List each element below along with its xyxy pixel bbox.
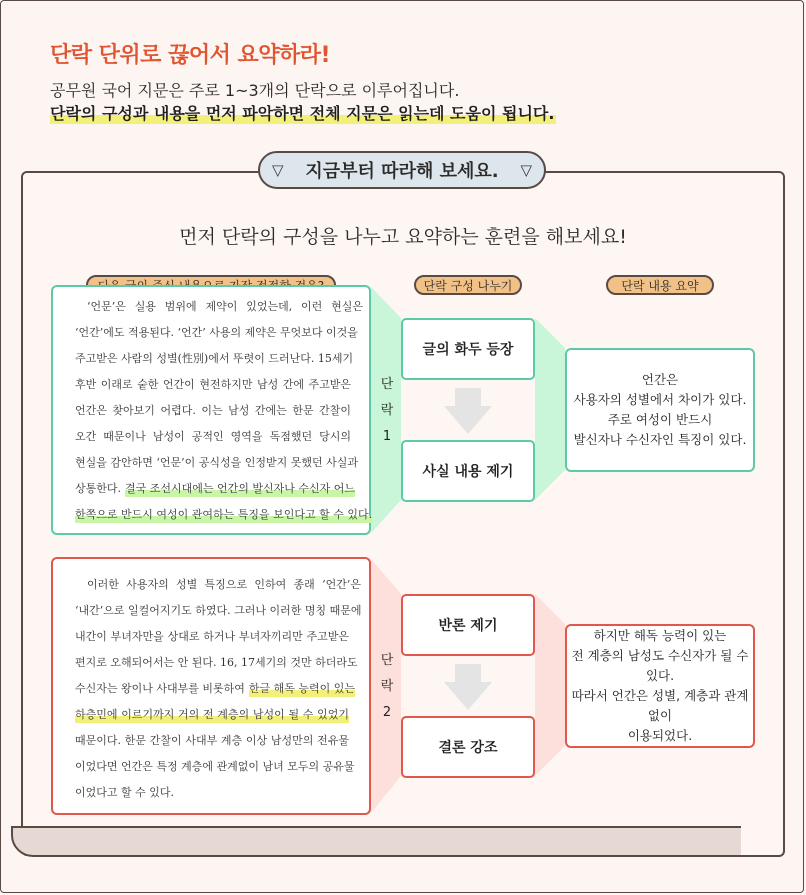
paragraph-label-1	[380, 372, 394, 450]
passage-line	[75, 325, 358, 341]
passage-line-text: 오간 때문이나 남성이 공적인 영역을 독점했던 당시의	[75, 430, 351, 443]
summary-line: 이용되었다.	[627, 728, 693, 743]
passage-line-text: 후반 이래로 숱한 언간이 현전하지만 남성 간에 주고받은	[75, 378, 351, 391]
triangle-down-icon: ▽	[272, 161, 284, 179]
summary-line: 따라서 언간은 성별, 계층과 관계없이	[571, 688, 749, 723]
summary-line: 주로 여성이 반드시	[607, 412, 713, 427]
passage-line-text: ‘언간’에도 적용된다. ‘언간’ 사용의 제약은 무엇보다 이것을	[75, 326, 358, 339]
summary-line: 발신자나 수신자인 특징이 있다.	[573, 432, 747, 447]
paragraph-label-2	[380, 648, 394, 726]
passage-line	[75, 299, 363, 315]
paragraph-label-char: 단	[380, 377, 394, 392]
passage-line-text: 현실을 감안하면 ‘언문’이 공식성을 인정받지 못했던 사실과	[75, 456, 358, 469]
passage-box-2	[51, 557, 371, 815]
highlighted-sentence: 결국 조선시대에는 언간의 발신자나 수신자 어느	[125, 482, 356, 495]
summary-line: 하지만 해독 능력이 있는	[593, 628, 727, 643]
passage-line-text: 이었다면 언간은 특정 계층에 관계없이 남녀 모두의 공유물	[75, 760, 355, 773]
passage-line	[75, 629, 349, 645]
passage-line	[75, 351, 354, 367]
summary-line: 언간은	[641, 372, 679, 387]
summary-box-2	[565, 624, 755, 748]
passage-line	[75, 377, 351, 393]
step-conclusion: 결론 강조	[401, 716, 535, 778]
passage-line-text: ‘내간’으로 일컬어지기도 하였다. 그러나 이러한 명칭 때문에	[75, 604, 362, 617]
passage-line	[75, 577, 361, 593]
fan-green-right	[535, 318, 565, 500]
paragraph-label-char: 락	[380, 679, 394, 694]
intro-line: 공무원 국어 지문은 주로 1~3개의 단락으로 이루어집니다.	[50, 81, 460, 100]
passage-line-text: 이었다고 할 수 있다.	[75, 786, 174, 799]
passage-line	[75, 455, 358, 471]
fan-red-right	[535, 594, 565, 776]
structure-tag: 단락 구성 나누기	[414, 275, 522, 295]
section-subtitle: 먼저 단락의 구성을 나누고 요약하는 훈련을 해보세요!	[179, 226, 627, 248]
intro-highlight-line: 단락의 구성과 내용을 먼저 파악하면 전체 지문은 읽는데 도움이 됩니다.	[50, 101, 556, 124]
passage-line	[75, 681, 356, 697]
highlighted-sentence: 하층민에 이르기까지 거의 전 계층의 남성이 될 수 있었기	[75, 708, 349, 721]
passage-line	[75, 707, 349, 723]
passage-line	[75, 655, 358, 671]
passage-line-text: 내간이 부녀자만을 상대로 하거나 부녀자끼리만 주고받은	[75, 630, 349, 643]
down-arrow-icon	[444, 388, 492, 434]
banner-label: 지금부터 따라해 보세요.	[305, 161, 499, 182]
step-fact-presentation: 사실 내용 제기	[401, 440, 535, 502]
highlighted-sentence: 한쪽으로 반드시 여성이 관여하는 특징을 보인다고 할 수 있다.	[75, 508, 373, 521]
passage-line	[75, 507, 373, 523]
down-arrow-icon	[444, 664, 492, 710]
passage-line-text: 때문이다. 한문 간찰이 사대부 계층 이상 남성만의 전유물	[75, 734, 349, 747]
triangle-down-icon: ▽	[520, 161, 532, 179]
step-counterargument: 반론 제기	[401, 594, 535, 656]
passage-line-text: 언간은 찾아보기 어렵다. 이는 남성 간에는 한문 간찰이	[75, 404, 351, 417]
paragraph-label-char: 단	[380, 653, 394, 668]
highlighted-sentence: 한글 해독 능력이 있는	[248, 682, 356, 695]
passage-line	[75, 481, 356, 497]
summary-box-1	[565, 348, 755, 472]
passage-line	[75, 603, 362, 619]
passage-box-1	[51, 285, 371, 535]
passage-line	[75, 785, 349, 801]
paragraph-label-char: 락	[380, 403, 394, 418]
passage-line-text: 주고받은 사람의 성별(性別)에서 뚜렷이 드러난다. 15세기	[75, 352, 354, 365]
summary-tag: 단락 내용 요약	[606, 275, 714, 295]
passage-line	[75, 733, 349, 749]
passage-line-text: ‘언문’은 실용 범위에 제약이 있었는데, 이런 현실은	[87, 300, 363, 313]
passage-line	[75, 429, 351, 445]
summary-line: 전 계층의 남성도 수신자가 될 수 있다.	[571, 648, 749, 683]
passage-line-text: 상통한다.	[75, 482, 122, 495]
passage-line	[75, 759, 355, 775]
passage-line	[75, 403, 351, 419]
passage-line-text: 이러한 사용자의 성별 특징으로 인하여 종래 ‘언간’은	[87, 578, 361, 591]
step-topic-intro: 글의 화두 등장	[401, 318, 535, 380]
paragraph-label-char: 2	[382, 705, 392, 720]
summary-line: 사용자의 성별에서 차이가 있다.	[573, 392, 747, 407]
passage-line-text: 수신자는 왕이나 사대부를 비롯하여	[75, 682, 245, 695]
page-title: 단락 단위로 끊어서 요약하라!	[50, 43, 331, 68]
paragraph-label-char: 1	[382, 429, 392, 444]
passage-line-text: 편지로 오해되어서는 안 된다. 16, 17세기의 것만 하더라도	[75, 656, 358, 669]
